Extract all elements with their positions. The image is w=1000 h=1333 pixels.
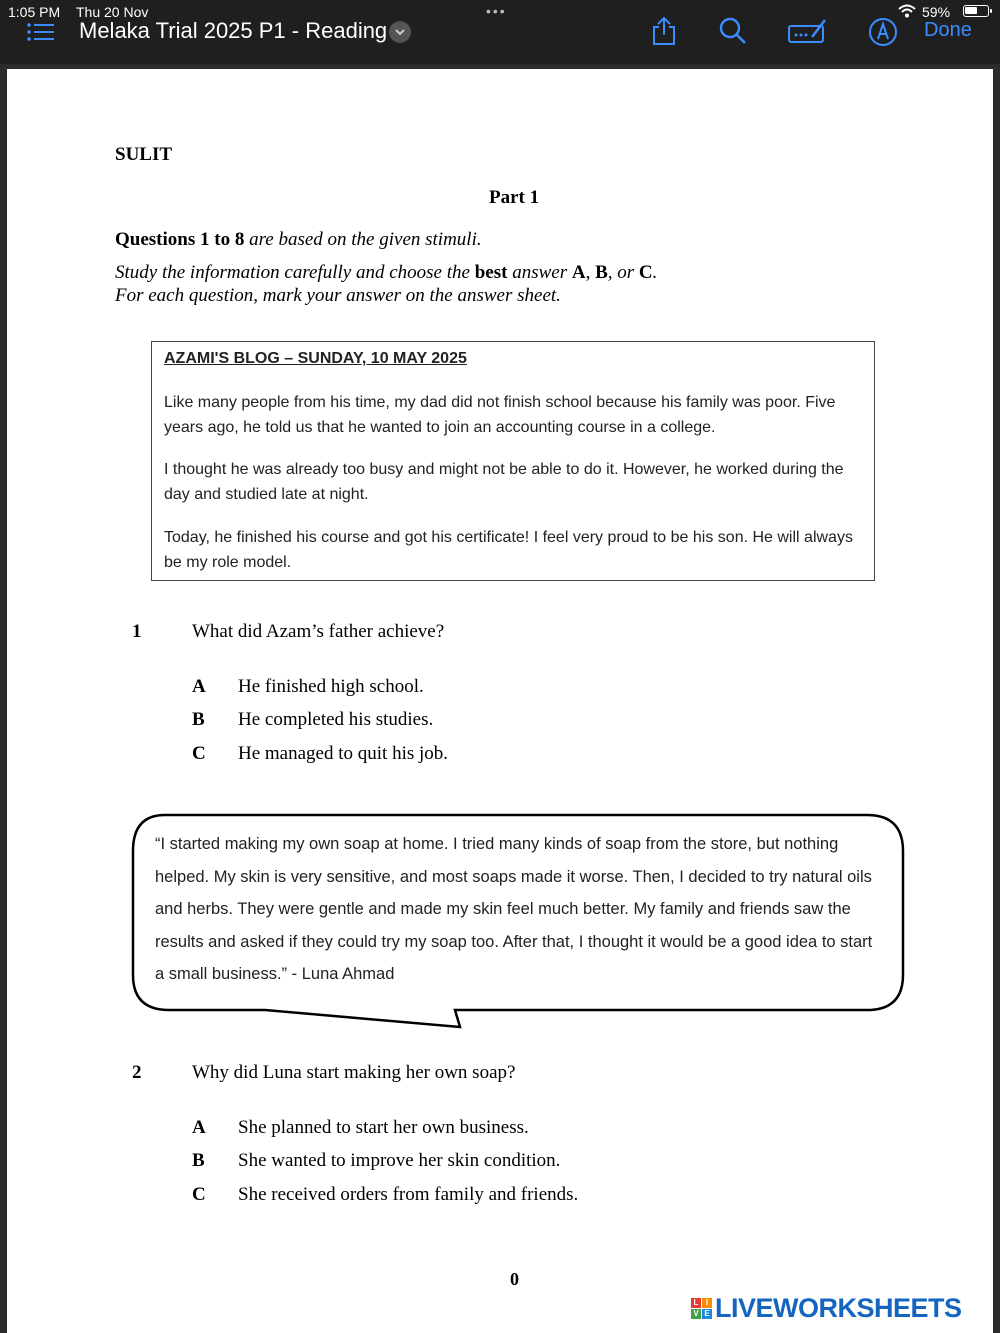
outline-list-icon[interactable] bbox=[26, 22, 54, 42]
blog-paragraph: Like many people from his time, my dad did not finish school because his family was poor. Five years ago, he told us that he wanted to join an accounting course in a college. bbox=[164, 394, 836, 436]
page-number: 0 bbox=[510, 1269, 519, 1289]
blog-paragraph: Today, he finished his course and got his certificate! I feel very proud to be his son. He will always be my role model. bbox=[164, 529, 853, 571]
option-letter[interactable]: C bbox=[192, 743, 206, 764]
intro-rest: are based on the given stimuli. bbox=[244, 229, 482, 250]
document-page bbox=[7, 69, 993, 1333]
intro-bold: Questions 1 to 8 bbox=[115, 229, 245, 250]
option-text[interactable]: She received orders from family and friends. bbox=[238, 1184, 579, 1205]
status-time: 1:05 PM bbox=[8, 4, 61, 20]
option-letter[interactable]: C bbox=[192, 1184, 206, 1205]
pen-markup-icon[interactable] bbox=[868, 16, 898, 46]
option-text[interactable]: He managed to quit his job. bbox=[238, 743, 449, 764]
battery-icon bbox=[963, 5, 989, 17]
option-text[interactable]: He finished high school. bbox=[238, 676, 424, 697]
option-letter[interactable]: B bbox=[192, 709, 205, 730]
question-text: What did Azam’s father achieve? bbox=[192, 621, 445, 642]
markup-toolbar-icon[interactable] bbox=[788, 16, 828, 46]
done-button[interactable]: Done bbox=[924, 19, 972, 41]
logo-text: LIVEWORKSHEETS bbox=[715, 1293, 962, 1323]
classification-header: SULIT bbox=[115, 144, 173, 165]
option-letter[interactable]: A bbox=[192, 676, 206, 697]
mark-instruction: For each question, mark your answer on the answer sheet. bbox=[115, 285, 561, 306]
search-icon[interactable] bbox=[718, 16, 748, 46]
option-text[interactable]: She wanted to improve her skin condition. bbox=[238, 1150, 561, 1171]
chevron-down-icon bbox=[389, 21, 411, 43]
multitask-dots-icon[interactable]: ••• bbox=[486, 3, 507, 19]
question-number: 2 bbox=[132, 1062, 142, 1083]
status-date: Thu 20 Nov bbox=[76, 4, 149, 20]
option-letter[interactable]: B bbox=[192, 1150, 205, 1171]
part-heading: Part 1 bbox=[489, 187, 540, 208]
logo-grid-icon: L I V E bbox=[691, 1298, 712, 1319]
blog-paragraph: I thought he was already too busy and might not be able to do it. However, he worked during the day and studied late at night. bbox=[164, 461, 844, 503]
document-title[interactable]: Melaka Trial 2025 P1 - Reading bbox=[79, 18, 388, 43]
battery-percent: 59% bbox=[922, 4, 951, 20]
study-instruction: Study the information carefully and choose the best answer A, B, or C. bbox=[115, 262, 658, 283]
question-text: Why did Luna start making her own soap? bbox=[192, 1062, 516, 1083]
blog-title: AZAMI'S BLOG – SUNDAY, 10 MAY 2025 bbox=[164, 350, 467, 367]
liveworksheets-logo bbox=[691, 1293, 962, 1324]
quote-text: “I started making my own soap at home. I tried many kinds of soap from the store, but nothing helped. My skin is very sensitive, and most soaps made it worse. Then, I decided to try natural oils and herbs. They were gentle and made my skin feel much better. My family and friends saw the results and asked if they could try my soap too. After that, I thought it would be a good idea to start a small business.” - Luna Ahmad bbox=[155, 835, 873, 983]
title-menu-button[interactable] bbox=[389, 21, 411, 43]
option-text[interactable]: She planned to start her own business. bbox=[238, 1117, 529, 1138]
question-number: 1 bbox=[132, 621, 142, 642]
option-text[interactable]: He completed his studies. bbox=[238, 709, 434, 730]
wifi-icon bbox=[898, 4, 916, 18]
share-icon[interactable] bbox=[650, 16, 678, 46]
option-letter[interactable]: A bbox=[192, 1117, 206, 1138]
top-toolbar bbox=[0, 0, 1000, 64]
speech-bubble bbox=[7, 69, 993, 1333]
